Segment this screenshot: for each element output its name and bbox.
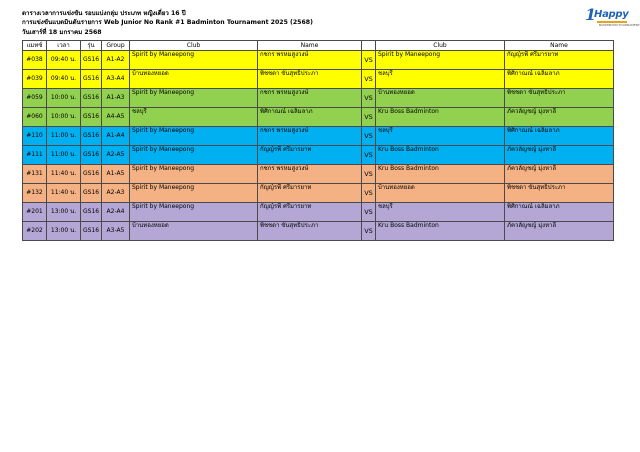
table-row: [23, 222, 614, 241]
col-header-time: เวลา: [47, 41, 81, 51]
club-2: Kru Boss Badminton: [376, 108, 505, 127]
group-pairing: A3-A5: [102, 222, 130, 241]
player-1-name: พิชชดา ขันสุทธิประภา: [258, 222, 362, 241]
player-1-name: กชกร พรหมสูงวงษ์: [258, 51, 362, 70]
player-2-name: พิศิกาณณ์ เฉลิมลาภ: [505, 203, 614, 222]
vs-label: VS: [362, 89, 376, 108]
club-1: บ้านทองหยอด: [130, 222, 258, 241]
division: GS16: [81, 70, 102, 89]
group-pairing: A2-A3: [102, 184, 130, 203]
player-1-name: พิศิกาณณ์ เฉลิมลาภ: [258, 108, 362, 127]
division: GS16: [81, 89, 102, 108]
match-number: #131: [23, 165, 47, 184]
player-2-name: ภัควลัญชญ์ มุ่งหาลี: [505, 222, 614, 241]
col-header-club-2: Club: [376, 41, 505, 51]
match-number: #039: [23, 70, 47, 89]
match-time: 11:00 น.: [47, 146, 81, 165]
division: GS16: [81, 203, 102, 222]
happy-badminton-logo: [585, 5, 640, 34]
vs-label: VS: [362, 127, 376, 146]
player-1-name: กชกร พรหมสูงวงษ์: [258, 165, 362, 184]
table-header-row: [23, 41, 614, 51]
table-row: [23, 146, 614, 165]
club-1: Spirit by Maneepong: [130, 127, 258, 146]
club-1: Spirit by Maneepong: [130, 89, 258, 108]
vs-label: VS: [362, 203, 376, 222]
division: GS16: [81, 184, 102, 203]
tournament-name: การแข่งขันแบดมินตันรายการ Web Junior No Rank #1 Badminton Tournament 2025 (2568): [22, 19, 313, 26]
col-header-division: รุ่น: [81, 41, 102, 51]
logo-numeral: 1: [585, 5, 597, 24]
club-2: ชลบุรี: [376, 127, 505, 146]
document-title: ตารางเวลาการแข่งขัน รอบแบ่งกลุ่ม ประเภท หญิงเดี่ยว 16 ปี: [22, 10, 186, 17]
match-number: #038: [23, 51, 47, 70]
match-time: 13:00 น.: [47, 222, 81, 241]
player-2-name: พิชชดา ขันสุทธิประภา: [505, 184, 614, 203]
player-2-name: พิศิกาณณ์ เฉลิมลาภ: [505, 127, 614, 146]
table-row: [23, 184, 614, 203]
match-number: #059: [23, 89, 47, 108]
vs-label: VS: [362, 51, 376, 70]
table-row: [23, 51, 614, 70]
event-date: วันเสาร์ที่ 18 มกราคม 2568: [22, 29, 102, 36]
club-1: บ้านทองหยอด: [130, 70, 258, 89]
player-1-name: กชกร พรหมสูงวงษ์: [258, 127, 362, 146]
player-1-name: กชกร พรหมสูงวงษ์: [258, 89, 362, 108]
division: GS16: [81, 127, 102, 146]
division: GS16: [81, 108, 102, 127]
player-2-name: พิชชดา ขันสุทธิประภา: [505, 89, 614, 108]
club-1: Spirit by Maneepong: [130, 146, 258, 165]
match-time: 09:40 น.: [47, 70, 81, 89]
vs-label: VS: [362, 222, 376, 241]
group-pairing: A4-A5: [102, 108, 130, 127]
player-1-name: กัญญ์รพี ศรีมารยาท: [258, 203, 362, 222]
match-schedule-table: [22, 40, 614, 241]
logo-word: Happy: [594, 9, 629, 20]
vs-label: VS: [362, 70, 376, 89]
match-number: #202: [23, 222, 47, 241]
group-pairing: A1-A5: [102, 165, 130, 184]
table-row: [23, 89, 614, 108]
match-number: #132: [23, 184, 47, 203]
player-2-name: ภัควลัญชญ์ มุ่งหาลี: [505, 108, 614, 127]
col-header-name-1: Name: [258, 41, 362, 51]
group-pairing: A1-A3: [102, 89, 130, 108]
match-time: 10:00 น.: [47, 108, 81, 127]
club-1: ชลบุรี: [130, 108, 258, 127]
match-time: 13:00 น.: [47, 203, 81, 222]
table-row: [23, 127, 614, 146]
player-2-name: กัญญ์รพี ศรีมารยาท: [505, 51, 614, 70]
club-1: Spirit by Maneepong: [130, 165, 258, 184]
table-row: [23, 165, 614, 184]
col-header-name-2: Name: [505, 41, 614, 51]
player-2-name: ภัควลัญชญ์ มุ่งหาลี: [505, 146, 614, 165]
club-1: Spirit by Maneepong: [130, 51, 258, 70]
match-number: #110: [23, 127, 47, 146]
col-header-group: Group: [102, 41, 130, 51]
match-number: #111: [23, 146, 47, 165]
match-time: 09:40 น.: [47, 51, 81, 70]
player-1-name: กัญญ์รพี ศรีมารยาท: [258, 184, 362, 203]
group-pairing: A1-A2: [102, 51, 130, 70]
vs-label: VS: [362, 146, 376, 165]
club-2: Kru Boss Badminton: [376, 222, 505, 241]
club-2: ชลบุรี: [376, 203, 505, 222]
club-2: Kru Boss Badminton: [376, 146, 505, 165]
club-1: Spirit by Maneepong: [130, 184, 258, 203]
club-2: Kru Boss Badminton: [376, 165, 505, 184]
match-number: #201: [23, 203, 47, 222]
division: GS16: [81, 165, 102, 184]
division: GS16: [81, 146, 102, 165]
col-header-vs: [362, 41, 376, 51]
player-1-name: กัญญ์รพี ศรีมารยาท: [258, 146, 362, 165]
vs-label: VS: [362, 165, 376, 184]
logo-tagline: BADMINTON TOURNAMENT: [599, 23, 640, 27]
col-header-club-1: Club: [130, 41, 258, 51]
group-pairing: A2-A5: [102, 146, 130, 165]
group-pairing: A3-A4: [102, 70, 130, 89]
group-pairing: A1-A4: [102, 127, 130, 146]
player-2-name: พิศิกาณณ์ เฉลิมลาภ: [505, 70, 614, 89]
table-row: [23, 70, 614, 89]
club-2: Spirit by Maneepong: [376, 51, 505, 70]
club-2: ชลบุรี: [376, 70, 505, 89]
match-time: 10:00 น.: [47, 89, 81, 108]
division: GS16: [81, 51, 102, 70]
club-1: Spirit by Maneepong: [130, 203, 258, 222]
table-row: [23, 108, 614, 127]
table-row: [23, 203, 614, 222]
vs-label: VS: [362, 108, 376, 127]
vs-label: VS: [362, 184, 376, 203]
club-2: บ้านทองหยอด: [376, 184, 505, 203]
match-time: 11:40 น.: [47, 165, 81, 184]
group-pairing: A2-A4: [102, 203, 130, 222]
player-2-name: ภัควลัญชญ์ มุ่งหาลี: [505, 165, 614, 184]
club-2: บ้านทองหยอด: [376, 89, 505, 108]
match-time: 11:00 น.: [47, 127, 81, 146]
match-time: 11:40 น.: [47, 184, 81, 203]
col-header-match: แมทซ์: [23, 41, 47, 51]
player-1-name: พิชชดา ขันสุทธิประภา: [258, 70, 362, 89]
match-number: #060: [23, 108, 47, 127]
division: GS16: [81, 222, 102, 241]
